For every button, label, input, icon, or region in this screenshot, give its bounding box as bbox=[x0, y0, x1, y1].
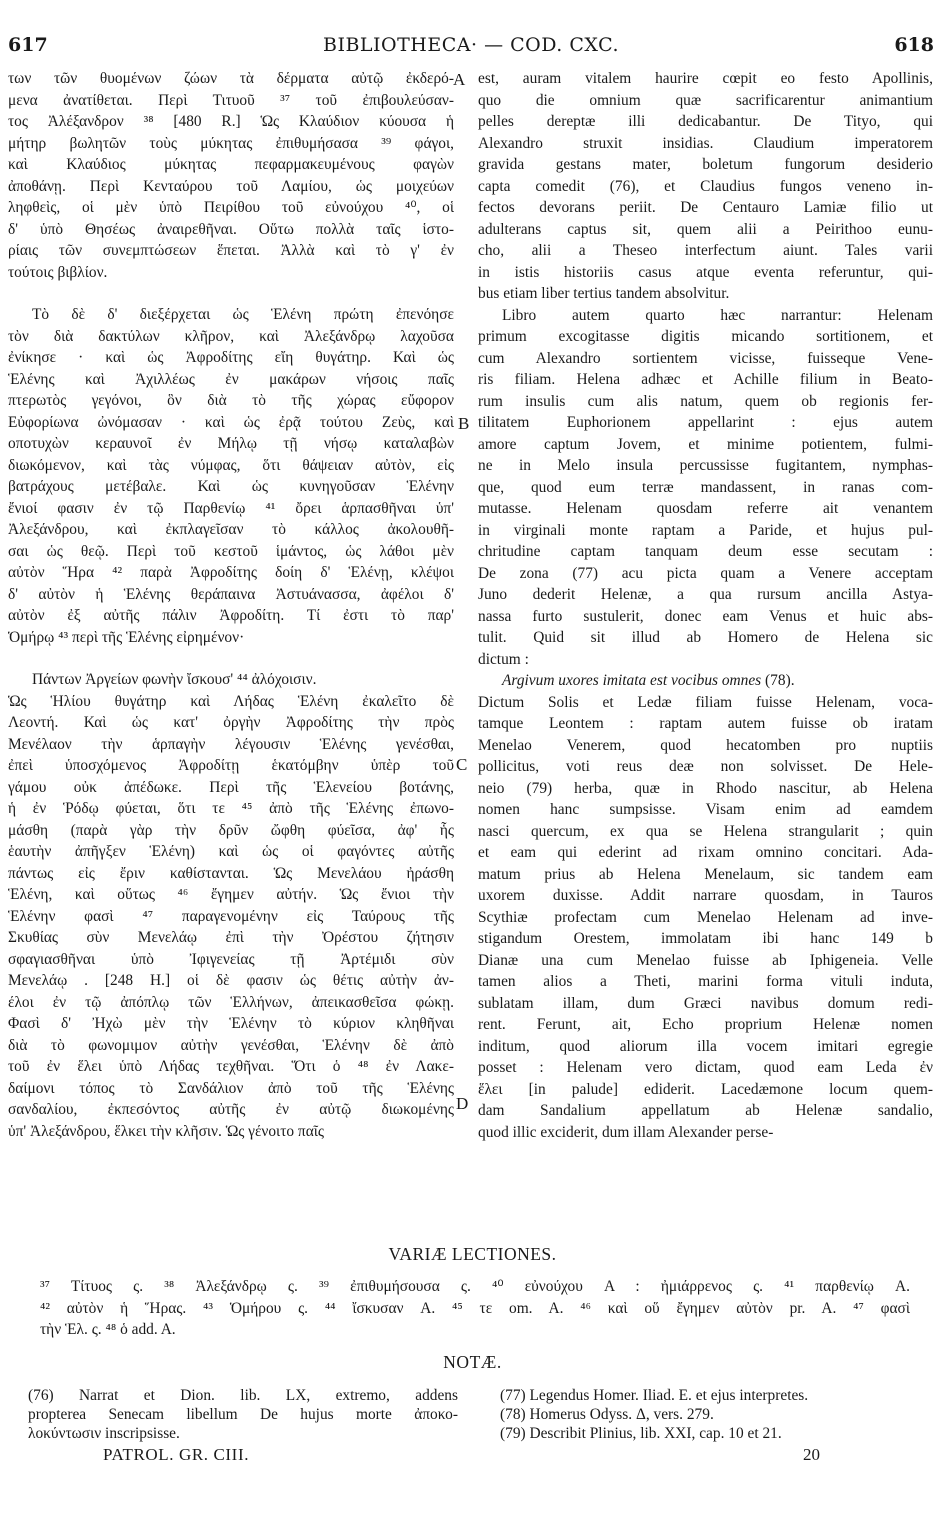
text-line: amore captum Jovem, et minime potientem, fulmi- bbox=[478, 435, 933, 453]
text-line: rum insulis cum alis natum, quem ob regionis fer- bbox=[478, 392, 933, 410]
text-line: Ὁμήρῳ ⁴³ περὶ τῆς Ἑλένης εἰρημένον· bbox=[8, 628, 245, 646]
variae-lectiones bbox=[40, 1276, 910, 1341]
text-line: dictum : bbox=[478, 650, 529, 668]
text-line: bus etiam liber tertius tandem absolvitur. bbox=[478, 285, 730, 302]
margin-letter-a: A bbox=[453, 70, 466, 89]
text-line: posset : Helenam vero dictam, quod eam Leda ἐν bbox=[478, 1059, 933, 1076]
text-line: έλοι ἐν τῷ ἀπόπλῳ τῶν Ἑλλήνων, ἀπεικασθεῖσα φώκῃ. bbox=[8, 993, 454, 1011]
text-line: capta comedit (76), et Claudius fungos veneno in- bbox=[478, 177, 933, 195]
notes-left-column bbox=[28, 1386, 458, 1443]
text-line: Alexandro struxit insidias. Claudium imperatorem bbox=[478, 134, 933, 152]
text-line: οποτυχὼν κεραυνοῖ ἐν Μήλῳ τῇ νήσῳ καταλαβὼν bbox=[8, 435, 454, 452]
text-line: καὶ Κλαύδιος μύκητας πεφαρμακευμένους φαγὼν bbox=[8, 156, 454, 173]
text-line: matum prius ab Helena Menelaum, sic tandem eam bbox=[478, 865, 933, 883]
text-line: ἑαυτὴν ἀπῆγξεν Ἑλένη) καὶ ὡς οἱ φαγόντες αὐτῆς bbox=[8, 843, 454, 860]
text-line: γάμου οὐκ ἀπέδωκε. Περὶ τῆς Ἑλενείου βοτάνης, bbox=[8, 778, 454, 796]
text-line: tamque Leontem : raptam autem fuisse ob iratam bbox=[478, 715, 933, 732]
text-line: uxorem duxisse. Addit narrare quosdam, in Tauros bbox=[478, 887, 933, 904]
text-line: ἐπεὶ ὑποσχόμενος Ἀφροδίτῃ ἑκατόμβην ὑπὲρ τοῦ bbox=[8, 757, 454, 774]
notes-right-column bbox=[500, 1386, 920, 1443]
text-line: pelles dereptæ illi dedicabantur. De Tityo, qui bbox=[478, 113, 933, 130]
text-line: τοῦ ἐν ἕλει ὑπὸ Λήδας τεχθῆναι. Ὅτι ὁ ⁴⁸ ἐν Λακε- bbox=[8, 1058, 454, 1075]
text-line: των τῶν θυομένων ζώων τὰ δέρματα αὐτῷ ἐκδερό- bbox=[8, 70, 454, 87]
text-line: Ἑλένης καὶ Ἀχιλλέως ἐν μακάρων νήσοις παῖς bbox=[8, 370, 454, 388]
text-line: quo die omnium quæ sacrificarentur animantium bbox=[478, 91, 933, 109]
text-line: stigandum Orestem, immolatam ibi hanc 149 b bbox=[478, 930, 933, 947]
latin-paragraph-2 bbox=[478, 305, 933, 671]
greek-text-column bbox=[8, 68, 454, 1142]
text-line: Μενέλαον τὴν ἁρπαγὴν λέγουσιν Ἑλένης γενέσθαι, bbox=[8, 735, 454, 753]
note-line: (78) Homerus Odyss. Δ, vers. 279. bbox=[500, 1406, 714, 1423]
latin-paragraph-3 bbox=[478, 692, 933, 1144]
note-line: (79) Describit Plinius, lib. XXI, cap. 10 et 21. bbox=[500, 1425, 782, 1442]
text-line: inditum, quod aliorum illa vocem imitari egregie bbox=[478, 1037, 933, 1055]
text-line: μενα ἀνατίθεται. Περὶ Τιτυοῦ ³⁷ τοῦ ἐπιβουλεύσαν- bbox=[8, 91, 454, 109]
latin-verse-text: Argivum uxores imitata est vocibus omnes bbox=[502, 672, 762, 689]
page-header bbox=[8, 34, 934, 64]
greek-paragraph-3 bbox=[8, 691, 454, 1143]
text-line: quod illic exciderit, dum illam Alexander perse- bbox=[478, 1123, 774, 1141]
text-line: Μενελάῳ . [248 H.] οἱ δὲ φασιν ὡς θέτις αὐτὴν ἀν- bbox=[8, 972, 454, 989]
text-line: ληφθεὶς, οἱ μὲν ὑπὸ Πειρίθου τοῦ εὐνούχου ⁴⁰, οἱ bbox=[8, 199, 454, 216]
text-line: τὸν διὰ δακτύλων κλῆρον, καὶ Ἀλεξάνδρῳ λαχοῦσα bbox=[8, 327, 454, 345]
text-line: διωκόμενον, καὶ τὰς νύμφας, ὅτι θάψειαν αὐτὸν, εἰς bbox=[8, 456, 454, 474]
greek-paragraph-2 bbox=[8, 304, 454, 648]
greek-paragraph-1 bbox=[8, 68, 454, 283]
page-number-right: 618 bbox=[894, 34, 934, 56]
text-line: Dictum Solis et Ledæ filiam fuisse Helenam, voca- bbox=[478, 693, 933, 711]
text-line: Φασὶ δ' Ἠχὼ μὲν τὴν Ἑλένην τὸ κύριον κληθῆναι bbox=[8, 1015, 454, 1032]
text-line: Ἀλεξάνδρου, καὶ ἐκπλαγεῖσαν τὸ κάλλος ἀκολουθῆ- bbox=[8, 521, 454, 538]
text-line: Ἑλένην φασὶ ⁴⁷ παραγενομένην εἰς Ταύρους τῆς bbox=[8, 907, 454, 925]
text-line: αὐτὸν ἐξ αὐτῆς πάλιν Ἀφροδίτη. Τί ἐστι τὸ παρ' bbox=[8, 607, 454, 624]
latin-text-column bbox=[478, 68, 933, 1143]
page-number-left: 617 bbox=[8, 34, 48, 56]
text-line: rent. Ferunt, ait, Echo proprium Helenæ nomen bbox=[478, 1016, 933, 1033]
text-line: tilitatem Euphorionem appellarint : ejus autem bbox=[478, 414, 933, 431]
text-line: Scythiæ profectam cum Menelao Helenam ad inve- bbox=[478, 908, 933, 926]
variant-reading-line: ⁴² αὐτὸν ἡ Ἥρας. ⁴³ Ὁμήρου ς. ⁴⁴ ἴσκυσαν A. ⁴⁵ τε om. A. ⁴⁶ καὶ οὕ ἔγημεν αὐτὸν pr. A. ⁴⁷ φασὶ bbox=[40, 1299, 910, 1317]
text-line: Juno dederit Helenæ, a qua rursum ancilla Astya- bbox=[478, 586, 933, 603]
text-line: neio (79) herba, quæ in Rhodo nascitur, ab Helena bbox=[478, 779, 933, 797]
text-line: σανδαλίου, ἐκπεσόντος αὐτῆς ἐν αὐτῷ διωκομένης bbox=[8, 1101, 454, 1118]
note-line: (77) Legendus Homer. Iliad. E. et ejus interpretes. bbox=[500, 1387, 809, 1404]
text-line: pollicitus, voti reus deæ non solvisset. De Hele- bbox=[478, 758, 933, 775]
text-line: tamen alios a Theti, marini forma vituli induta, bbox=[478, 973, 933, 990]
text-line: δαίμονι τόπος τὸ Σανδάλιον ἀπὸ τοῦ τῆς Ἑλένης bbox=[8, 1079, 454, 1097]
text-line: nasci quercum, ex qua se Helena strangularit ; quin bbox=[478, 822, 933, 840]
text-line: δ' ὑπὸ Θησέως ἀναιρεθῆναι. Οὕτω πολλὰ ταῖς ἱστο- bbox=[8, 220, 454, 238]
text-line: μήτηρ βωλητῶν τοὺς μύκητας ἐπιθυμήσασα ³⁹ φάγοι, bbox=[8, 134, 454, 152]
margin-letter-b: B bbox=[458, 414, 470, 433]
notae-title: NOTÆ. bbox=[443, 1352, 502, 1372]
variant-reading-line: τὴν Ἑλ. ς. ⁴⁸ ὁ add. A. bbox=[40, 1321, 176, 1338]
text-line: Dianæ una cum Menelao fuisse ab Iphigeneia. Velle bbox=[478, 951, 933, 969]
text-line: ρίαις τῶν συνεμπτώσεων ἕπεται. Ἀλλὰ καὶ τὸ γ' ἐν bbox=[8, 242, 454, 259]
text-line: Λεοντή. Καὶ ὡς κατ' ὀργὴν Ἀφροδίτης τὴν πρὸς bbox=[8, 714, 454, 731]
text-line: adulterans captus sit, quem alii a Peirithoo eunu- bbox=[478, 220, 933, 238]
text-line: Τὸ δὲ δ' διεξέρχεται ὡς Ἑλένη πρώτη ἐπενόησε bbox=[32, 306, 454, 323]
margin-letter-c: C bbox=[456, 755, 468, 774]
text-line: Ἑλένη, καὶ οὕτως ⁴⁶ ἔγημεν αὐτήν. Ὡς ἔνιοι τὴν bbox=[8, 886, 454, 903]
greek-verse: Πάντων Ἀργείων φωνὴν ἴσκουσ' ⁴⁴ ἀλόχοισιν. bbox=[32, 671, 317, 688]
text-line: cho, alii a Theseo interfectum aiunt. Tales varii bbox=[478, 242, 933, 259]
text-line: διὰ τὸ φωνομιμον αὐτὴν γενέσθαι, Ἑλένην δὲ ἀπὸ bbox=[8, 1036, 454, 1054]
text-line: Menelao Venerem, quod hecatomben pro nuptiis bbox=[478, 736, 933, 754]
variant-reading-line: ³⁷ Τίτυος ς. ³⁸ Ἀλεξάνδρῳ ς. ³⁹ ἐπιθυμήσουσα ς. ⁴⁰ εὐνούχου A : ἠμιάρρενος ς. ⁴¹ παρθενίῳ A. bbox=[40, 1278, 910, 1295]
text-line: ἕλει [in palude] ediderit. Lacedæmone locum quem- bbox=[478, 1080, 933, 1098]
text-line: σφαγιασθῆναι ὑπὸ Ἰφιγενείας τῇ Ἀρτέμιδι σὺν bbox=[8, 950, 454, 968]
text-line: tulit. Quid sit illud ab Homero de Helena sic bbox=[478, 629, 933, 646]
text-line: nassa furto sustulerit, donec eam Venus et huic abs- bbox=[478, 607, 933, 625]
text-line: Εὐφορίωνα ὠνόμασαν · καὶ ὡς ἐρᾷ τούτου Ζεὺς, καὶ bbox=[8, 413, 454, 431]
text-line: sublatam illam, dum Græci navibus domum redi- bbox=[478, 994, 933, 1012]
text-line: σαι ὡς θεῷ. Περὶ τοῦ κεστοῦ ἱμάντος, ὡς λάθοι μὲν bbox=[8, 542, 454, 560]
text-line: De zona (77) acu picta quam a Venere acceptam bbox=[478, 564, 933, 582]
text-line: nomen hanc sumpsisse. Visam enim ad eamdem bbox=[478, 801, 933, 818]
text-line: ἡ ἐν Ῥόδῳ φύεται, ὅτι τε ⁴⁵ ἀπὸ τῆς Ἑλένης ἐπωνο- bbox=[8, 800, 454, 817]
note-line: (76) Narrat et Dion. lib. LX, extremo, addens bbox=[28, 1387, 458, 1404]
text-line: τος Ἀλέξανδρον ³⁸ [480 R.] Ὡς Κλαύδιον κύουσα ἡ bbox=[8, 113, 454, 130]
text-line: primum excogitasse digitis micando sortitionem, et bbox=[478, 328, 933, 345]
text-line: mutasse. Helenam quosdam referre ait venantem bbox=[478, 500, 933, 517]
text-line: in istis historiis casus atque eventa referuntur, qui- bbox=[478, 263, 933, 281]
running-title: BIBLIOTHECA· — COD. CXC. bbox=[323, 34, 619, 56]
text-line: ὑπ' Ἀλεξάνδρου, ἕλκει τὴν κλῆσιν. Ὡς γένοιτο παῖς bbox=[8, 1122, 324, 1140]
text-line: δ' αὐτὸν ἡ Ἑλένης θεράπαινα Ἀστυάνασσα, ἀφέλοι δ' bbox=[8, 585, 454, 603]
text-line: πτερωτὸς γεγόνοι, ὃν διὰ τὸ τῆς χώρας εὔφορον bbox=[8, 392, 454, 409]
text-line: ne in Melo insula percussisse fugitantem, nymphas- bbox=[478, 457, 933, 474]
text-line: Ὡς Ἡλίου θυγάτηρ καὶ Λήδας Ἑλένη ἐκαλεῖτο δὲ bbox=[8, 692, 454, 710]
text-line: cum Alexandro sortientem vicisse, fuisseque Vene- bbox=[478, 349, 933, 367]
margin-letter-d: D bbox=[456, 1094, 469, 1113]
text-line: in virginali monte raptam a Paride, et hujus pul- bbox=[478, 521, 933, 539]
latin-verse bbox=[478, 670, 933, 692]
variae-lectiones-title: VARIÆ LECTIONES. bbox=[388, 1244, 557, 1264]
latin-verse-note: (78). bbox=[765, 672, 795, 689]
text-line: Σκυθίας σὺν Μενελάῳ ἐπὶ τὴν Ὀρέστου ζήτησιν bbox=[8, 929, 454, 946]
latin-paragraph-1 bbox=[478, 68, 933, 305]
text-line: fectos devorans periit. De Centauro Lamiæ filio ut bbox=[478, 199, 933, 216]
text-line: gravida gestans mater, boletum fungorum desiderio bbox=[478, 156, 933, 173]
text-line: βατράχους μετέβαλε. Καὶ ὡς κυνηγοῦσαν Ἑλένην bbox=[8, 478, 454, 495]
text-line: ἐνίκησε · καὶ ὡς Ἀφροδίτης εἴη θυγάτηρ. Καὶ ὡς bbox=[8, 349, 454, 366]
text-line: et eam qui ederint ad rixam omnino concitari. Ada- bbox=[478, 844, 933, 861]
text-line: ἔνιοί φασιν ἐν τῷ Παρθενίῳ ⁴¹ ὄρει ἁρπασθῆναι ὑπ' bbox=[8, 499, 454, 517]
text-line: ἀποθάνῃ. Περὶ Κενταύρου τοῦ Λαμίου, ὡς μοιχεύων bbox=[8, 177, 454, 195]
text-line: Libro autem quarto hæc narrantur: Helenam bbox=[502, 306, 933, 324]
footer-source: PATROL. GR. CIII. bbox=[103, 1445, 250, 1464]
text-line: τούτοις βιβλίον. bbox=[8, 263, 108, 281]
text-line: πάντως εἰς ἔριν καθίστανται. Ὡς Μενελάου ἠράσθη bbox=[8, 864, 454, 882]
text-line: est, auram vitalem haurire cœpit eo festo Apollinis, bbox=[478, 70, 933, 87]
footer-sheet-number: 20 bbox=[803, 1445, 820, 1464]
text-line: αὐτὸν Ἥρα ⁴² παρὰ Ἀφροδίτης δοίη δ' Ἑλένῃ, κλέψοι bbox=[8, 564, 454, 581]
note-line: λοκύντωσιν inscripsisse. bbox=[28, 1425, 180, 1442]
text-line: ris filiam. Helena adhæc et Achille filium in Beato- bbox=[478, 371, 933, 388]
text-line: que, quod eum terræ mandassent, in ranas com- bbox=[478, 478, 933, 496]
text-line: dam Sandalium appellatum ab Helenæ sandalio, bbox=[478, 1102, 933, 1119]
text-line: chritudine captam tanquam deum esse secutam : bbox=[478, 543, 933, 560]
text-line: μάσθη (παρὰ γὰρ τὴν δρῦν ὤφθη φύεῖσα, ἀφ' ἧς bbox=[8, 821, 454, 839]
note-line: propterea Senecam libellum De hujus morte ἀποκο- bbox=[28, 1406, 458, 1423]
